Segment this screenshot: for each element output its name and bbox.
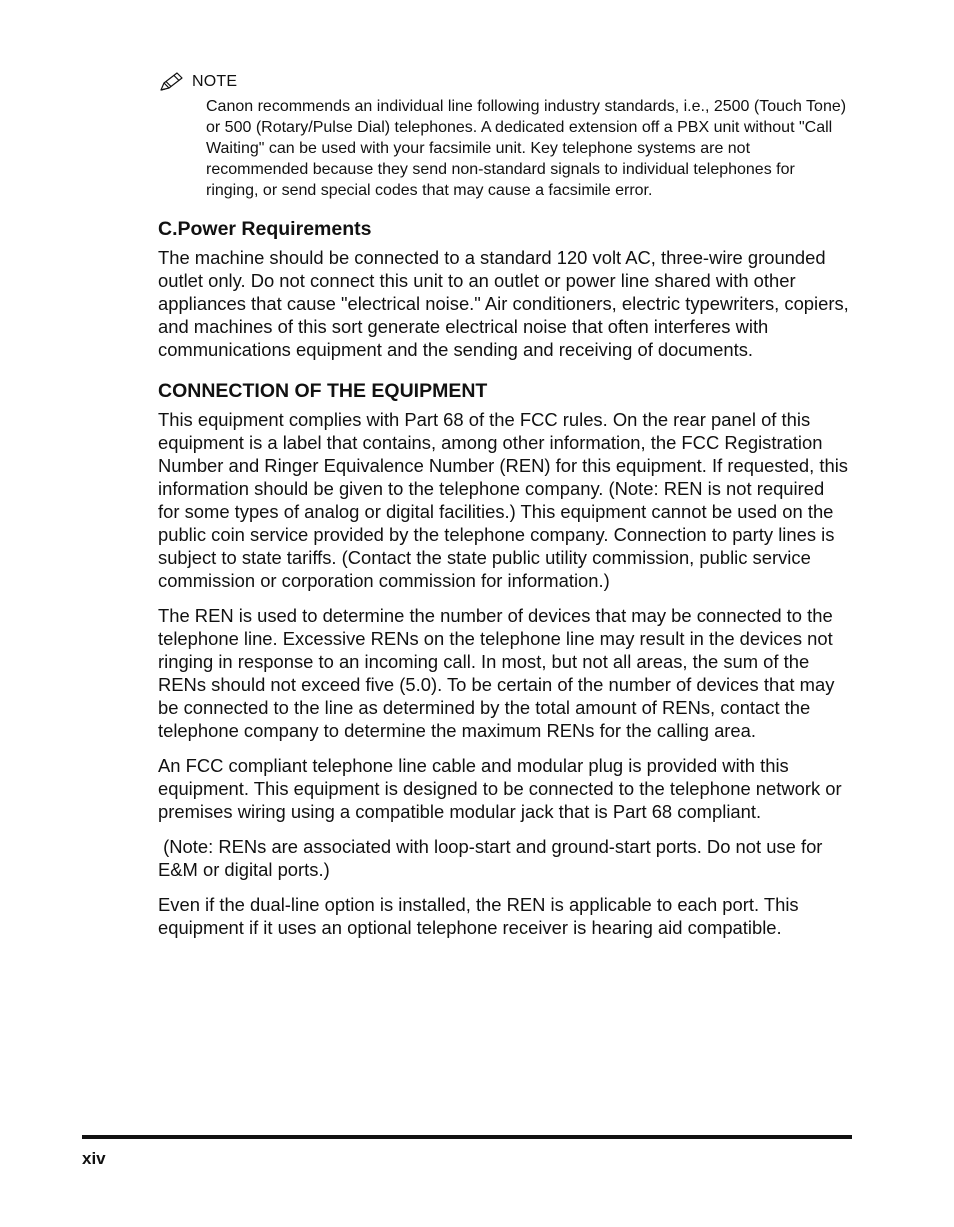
main-content [158,215,850,939]
connection-paragraph-1: This equipment complies with Part 68 of the FCC rules. On the rear panel of this equipment is a label that contains, among other information, the FCC Registration Number and Ringer Equivalence Number (REN) for this equipment. If requested, this information should be given to the telephone company. (Note: REN is not required for some types of analog or digital facilities.) This equipment cannot be used on the public coin service provided by the telephone company. Connection to party lines is subject to state tariffs. (Contact the state public utility commission, public service commission or corporation commission for information.) [158,409,848,591]
pencil-icon [158,71,186,93]
note-label: NOTE [192,73,238,90]
note-text: Canon recommends an individual line following industry standards, i.e., 2500 (Touch Tone) or 500 (Rotary/Pulse Dial) telephones. A dedicated extension off a PBX unit without "Call Waiting" can be used with your facsimile unit. Key telephone systems are not recommended because they send non-standard signals to individual telephones for ringing, or send special codes that may cause a facsimile error. [206,98,847,199]
connection-paragraph-4: (Note: RENs are associated with loop-start and ground-start ports. Do not use for E&M or digital ports.) [158,836,828,880]
power-requirements-heading: C.Power Requirements [158,218,372,240]
connection-paragraph-5: Even if the dual-line option is installed, the REN is applicable to each port. This equipment if it uses an optional telephone receiver is hearing aid compatible. [158,894,799,938]
connection-paragraph-3: An FCC compliant telephone line cable and modular plug is provided with this equipment. This equipment is designed to be connected to the telephone network or premises wiring using a compatible modular jack that is Part 68 compliant. [158,755,842,822]
connection-heading: CONNECTION OF THE EQUIPMENT [158,380,488,402]
connection-paragraph-2: The REN is used to determine the number of devices that may be connected to the telephone line. Excessive RENs on the telephone line may result in the devices not ringing in response to an incoming call. In most, but not all areas, the sum of the RENs should not exceed five (5.0). To be certain of the number of devices that may be connected to the line as determined by the total amount of RENs, contact the telephone company to determine the maximum RENs for the calling area. [158,605,835,741]
note-box [158,70,858,201]
note-header [158,70,858,94]
power-requirements-paragraph: The machine should be connected to a standard 120 volt AC, three-wire grounded outlet only. Do not connect this unit to an outlet or power line shared with other appliances that cause "electrical noise." Air conditioners, electric typewriters, copiers, and machines of this sort generate electrical noise that often interferes with communications equipment and the sending and receiving of documents. [158,247,849,360]
footer-rule [82,1135,852,1139]
page-number: xiv [82,1149,106,1168]
